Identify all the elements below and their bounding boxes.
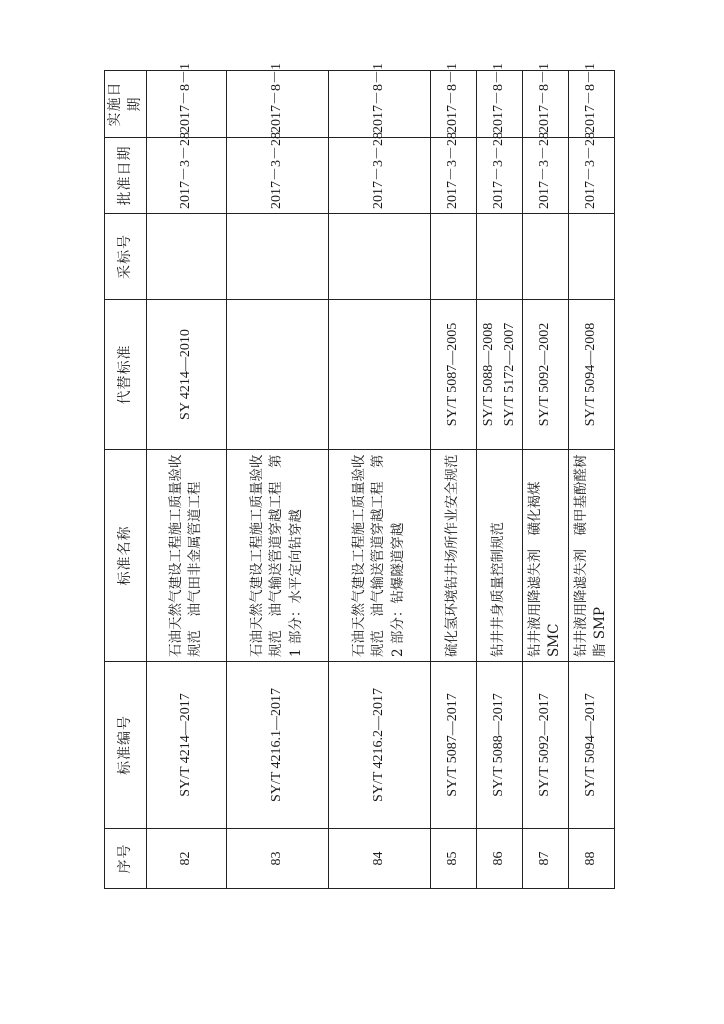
header-standard-name: 标准名称 <box>105 450 147 662</box>
header-effective-date: 实施日期 <box>105 71 147 138</box>
replaces-cell <box>476 300 522 450</box>
approval-date-cell: 2017－3－28 <box>568 138 614 214</box>
effective-date-cell: 2017－8－1 <box>568 71 614 138</box>
approval-date-cell: 2017－3－28 <box>226 138 328 214</box>
code-cell: SY/T 4216.2—2017 <box>328 662 430 829</box>
header-replaced-standard: 代替标准 <box>105 300 147 450</box>
effective-date-cell: 2017－8－1 <box>328 71 430 138</box>
serial-cell: 88 <box>568 829 614 889</box>
approval-date-cell: 2017－3－28 <box>522 138 568 214</box>
replaces-cell <box>226 300 328 450</box>
table-row <box>226 71 328 889</box>
name-cell: 石油天然气建设工程施工质量验收规范 油气田非金属管道工程 <box>146 450 226 662</box>
table-row <box>430 71 476 889</box>
serial-cell: 83 <box>226 829 328 889</box>
name-cell: 硫化氢环境钻井场所作业安全规范 <box>430 450 476 662</box>
approval-date-cell: 2017－3－28 <box>146 138 226 214</box>
adopted-cell <box>226 214 328 300</box>
name-cell: 石油天然气建设工程施工质量验收规范 油气输送管道穿越工程 第 2 部分：钻爆隧道穿越 <box>328 450 430 662</box>
replaces-cell: SY/T 5092—2002 <box>522 300 568 450</box>
serial-cell: 84 <box>328 829 430 889</box>
code-cell: SY/T 5088—2017 <box>476 662 522 829</box>
replaces-cell <box>328 300 430 450</box>
code-cell: SY/T 5092—2017 <box>522 662 568 829</box>
table-row <box>522 71 568 889</box>
table-row <box>146 71 226 889</box>
standards-table-wrapper <box>104 63 609 889</box>
code-cell: SY/T 5094—2017 <box>568 662 614 829</box>
effective-date-cell: 2017－8－1 <box>522 71 568 138</box>
approval-date-cell: 2017－3－28 <box>476 138 522 214</box>
header-serial: 序号 <box>105 829 147 889</box>
adopted-cell <box>522 214 568 300</box>
adopted-cell <box>476 214 522 300</box>
header-standard-code: 标准编号 <box>105 662 147 829</box>
adopted-cell <box>568 214 614 300</box>
replaces-line: SY/T 5172—2007 <box>502 322 518 427</box>
serial-cell: 85 <box>430 829 476 889</box>
replaces-cell: SY/T 5087—2005 <box>430 300 476 450</box>
table-row <box>568 71 614 889</box>
header-row <box>105 71 147 889</box>
name-cell: 钻井液用降滤失剂 磺甲基酚醛树脂 SMP <box>568 450 614 662</box>
approval-date-cell: 2017－3－28 <box>430 138 476 214</box>
name-cell: 石油天然气建设工程施工质量验收规范 油气输送管道穿越工程 第 1 部分：水平定向钻穿越 <box>226 450 328 662</box>
effective-date-cell: 2017－8－1 <box>476 71 522 138</box>
header-adopted-number: 采标号 <box>105 214 147 300</box>
replaces-cell: SY 4214—2010 <box>146 300 226 450</box>
effective-date-cell: 2017－8－1 <box>430 71 476 138</box>
serial-cell: 87 <box>522 829 568 889</box>
rotated-page <box>104 63 609 889</box>
adopted-cell <box>430 214 476 300</box>
name-cell: 钻井井身质量控制规范 <box>476 450 522 662</box>
name-cell: 钻井液用降滤失剂 磺化褐煤 SMC <box>522 450 568 662</box>
adopted-cell <box>146 214 226 300</box>
effective-date-cell: 2017－8－1 <box>146 71 226 138</box>
replaces-cell: SY/T 5094—2008 <box>568 300 614 450</box>
table-row <box>476 71 522 889</box>
replaces-line: SY/T 5088—2008 <box>481 322 497 427</box>
standards-table <box>104 63 615 889</box>
header-approval-date: 批准日期 <box>105 138 147 214</box>
table-row <box>328 71 430 889</box>
serial-cell: 86 <box>476 829 522 889</box>
code-cell: SY/T 4214—2017 <box>146 662 226 829</box>
adopted-cell <box>328 214 430 300</box>
approval-date-cell: 2017－3－28 <box>328 138 430 214</box>
serial-cell: 82 <box>146 829 226 889</box>
code-cell: SY/T 4216.1—2017 <box>226 662 328 829</box>
code-cell: SY/T 5087—2017 <box>430 662 476 829</box>
effective-date-cell: 2017－8－1 <box>226 71 328 138</box>
